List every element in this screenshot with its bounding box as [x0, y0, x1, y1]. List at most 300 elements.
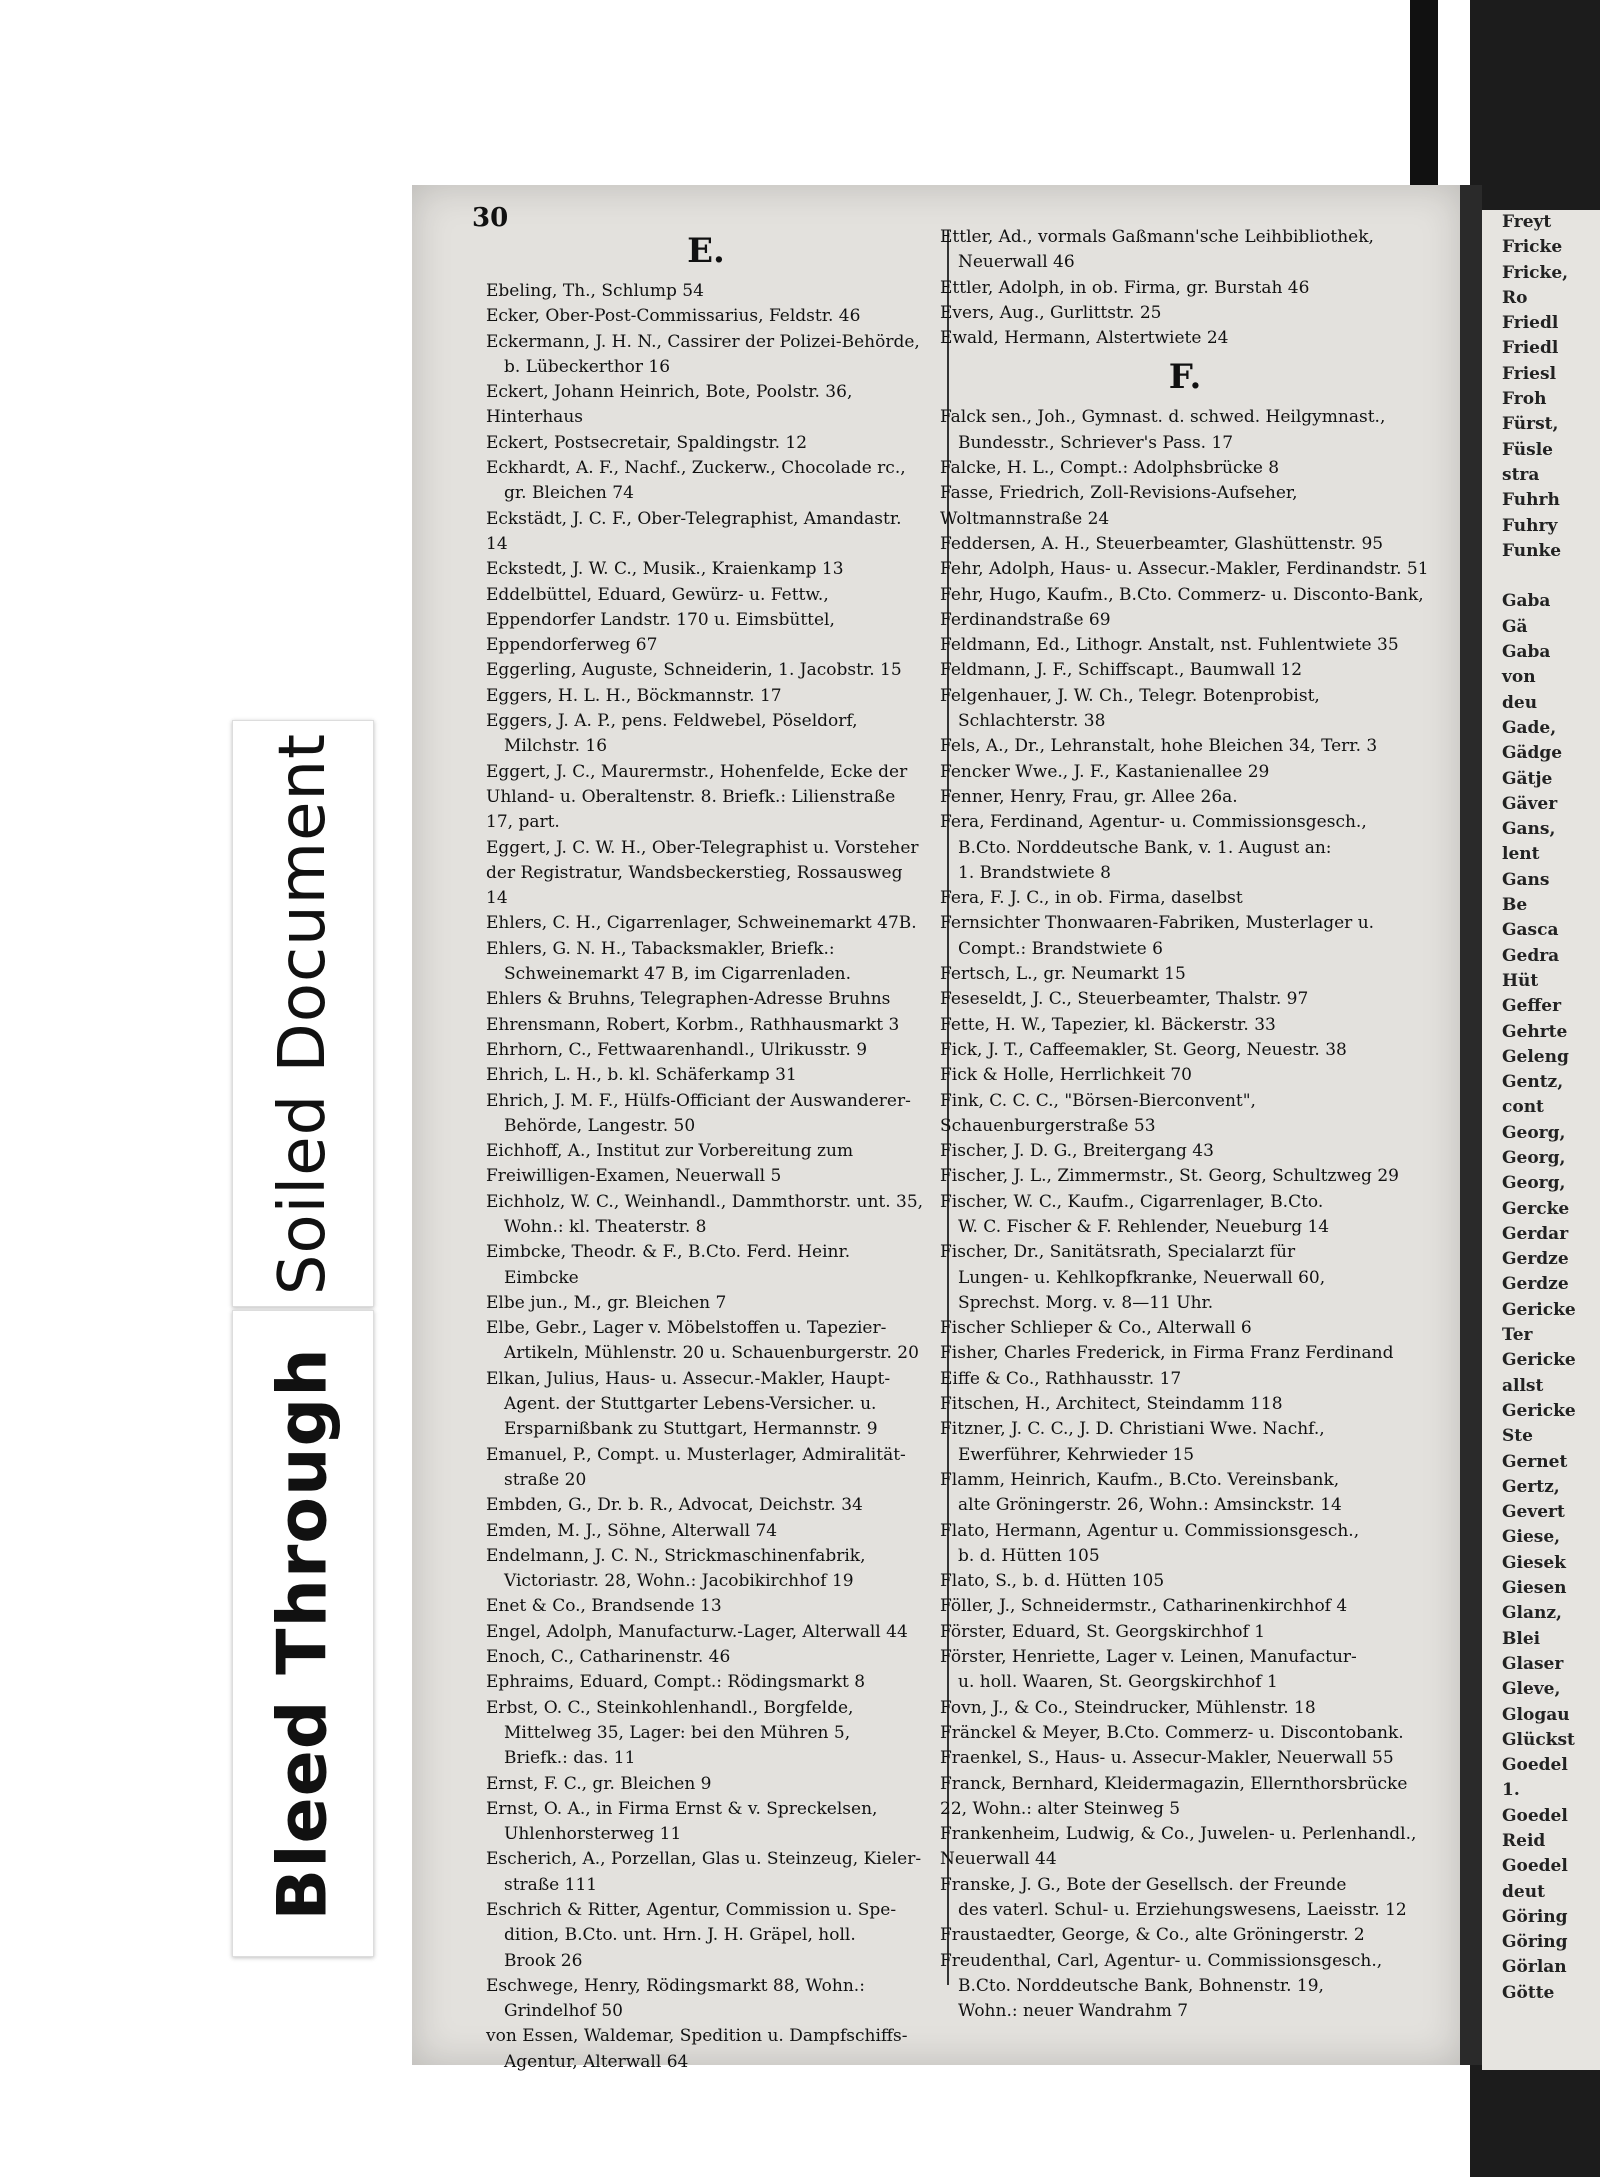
directory-entry — [486, 1367, 926, 1443]
left-column — [486, 225, 926, 2075]
entry-continuation: Ewerführer, Kehrwieder 15 — [958, 1444, 1195, 1465]
directory-entry — [940, 1772, 1430, 1823]
directory-entry — [486, 1898, 926, 1974]
next-page-line: Blei — [1502, 1628, 1541, 1649]
next-page-fragment — [1482, 210, 1600, 2070]
next-page-line: Be — [1502, 895, 1528, 916]
directory-entry — [940, 1746, 1430, 1771]
entry-continuation: Sprechst. Morg. v. 8—11 Uhr. — [958, 1292, 1214, 1313]
entry-continuation: 1. Brandstwiete 8 — [958, 862, 1111, 883]
next-page-line: Fürst, — [1502, 414, 1559, 435]
entry-continuation: B.Cto. Norddeutsche Bank, Bohnenstr. 19, — [958, 1975, 1324, 1996]
next-page-line: Gerdar — [1502, 1223, 1569, 1244]
section-heading-f: F. — [1168, 357, 1202, 398]
next-page-line: Gaba — [1502, 642, 1551, 663]
entry-line: Ebeling, Th., Schlump 54 — [486, 281, 704, 301]
entry-continuation: Brook 26 — [504, 1950, 583, 1971]
directory-entry — [940, 911, 1430, 962]
entry-line: Ewald, Hermann, Alstertwiete 24 — [940, 328, 1229, 349]
soiled-document-text: Soiled Document — [266, 732, 340, 1295]
entry-continuation: Mittelweg 35, Lager: bei den Mühren 5, — [504, 1722, 851, 1743]
directory-entry — [486, 557, 926, 582]
entry-continuation: Neuerwall 46 — [958, 252, 1075, 273]
next-page-line: Glanz, — [1502, 1603, 1562, 1624]
directory-page — [412, 185, 1462, 2072]
directory-entry — [486, 1063, 926, 1088]
directory-entry — [940, 481, 1430, 532]
directory-entry — [486, 1974, 926, 2025]
entry-line: Franck, Bernhard, Kleidermagazin, Ellernthorsbrücke 22, Wohn.: alter Steinweg 5 — [940, 1773, 1408, 1819]
next-page-line: Gäver — [1502, 793, 1558, 814]
entry-line: Fehr, Hugo, Kaufm., B.Cto. Commerz- u. Disconto-Bank, Ferdinandstraße 69 — [940, 584, 1424, 630]
entry-continuation: Bundesstr., Schriever's Pass. 17 — [958, 432, 1234, 453]
next-page-line: Ro — [1502, 287, 1528, 308]
entry-line: Förster, Henriette, Lager v. Leinen, Manufactur- — [940, 1647, 1357, 1668]
entry-line: Eckermann, J. H. N., Cassirer der Polizei-Behörde, — [486, 331, 920, 352]
next-page-line: Gätje — [1502, 768, 1553, 789]
directory-entry — [486, 1620, 926, 1645]
next-page-line: deu — [1502, 692, 1538, 713]
next-page-line: Giesen — [1502, 1578, 1567, 1599]
directory-entry — [486, 836, 926, 912]
next-page-line: stra — [1502, 464, 1540, 485]
directory-entry — [940, 276, 1430, 301]
entry-line: Emden, M. J., Söhne, Alterwall 74 — [486, 1520, 778, 1541]
next-page-line: Gä — [1502, 616, 1528, 637]
next-page-line: Gercke — [1502, 1198, 1570, 1219]
entry-line: Fertsch, L., gr. Neumarkt 15 — [940, 964, 1186, 985]
right-entries-e — [940, 225, 1430, 351]
entry-line: Fick, J. T., Caffeemakler, St. Georg, Neuestr. 38 — [940, 1039, 1347, 1060]
soiled-document-label — [232, 720, 374, 1307]
entry-continuation: Briefk.: das. 11 — [504, 1748, 636, 1769]
next-page-line: Gans, — [1502, 819, 1556, 840]
entry-continuation: Eimbcke — [504, 1267, 579, 1288]
entry-line: Ettler, Adolph, in ob. Firma, gr. Burstah 46 — [940, 277, 1310, 298]
entry-continuation: Schlachterstr. 38 — [958, 711, 1106, 732]
next-page-line: cont — [1502, 1097, 1544, 1118]
entry-line: Fasse, Friedrich, Zoll-Revisions-Aufseher, Woltmannstraße 24 — [940, 483, 1298, 529]
directory-entry — [940, 557, 1430, 582]
next-page-line: Goedel — [1502, 1805, 1568, 1826]
next-page-line: Hüt — [1502, 970, 1539, 991]
section-heading-e: E. — [687, 231, 725, 271]
next-page-line: Götte — [1502, 1982, 1555, 2003]
next-page-line: Friesl — [1502, 363, 1557, 384]
entry-continuation: dition, B.Cto. unt. Hrn. J. H. Gräpel, holl. — [504, 1925, 856, 1946]
directory-entry — [486, 709, 926, 760]
entry-line: Eckstädt, J. C. F., Ober-Telegraphist, Amandastr. 14 — [486, 508, 902, 554]
directory-entry — [940, 1190, 1430, 1241]
next-page-line: Gertz, — [1502, 1476, 1560, 1497]
directory-entry — [486, 911, 926, 936]
entry-line: Feseseldt, J. C., Steuerbeamter, Thalstr. 97 — [940, 989, 1309, 1010]
entry-line: Elkan, Julius, Haus- u. Assecur.-Makler, Haupt- — [486, 1368, 891, 1389]
entry-line: Ecker, Ober-Post-Commissarius, Feldstr. 46 — [486, 306, 861, 327]
entry-line: Eimbcke, Theodr. & F., B.Cto. Ferd. Heinr. — [486, 1242, 851, 1263]
directory-entry — [940, 1063, 1430, 1088]
entry-continuation: straße 20 — [504, 1469, 587, 1490]
entry-line: Fink, C. C. C., "Börsen-Bierconvent", Schauenburgerstraße 53 — [940, 1090, 1256, 1136]
directory-entry — [940, 1569, 1430, 1594]
directory-entry — [940, 1417, 1430, 1468]
entry-line: Endelmann, J. C. N., Strickmaschinenfabrik, — [486, 1545, 866, 1566]
directory-entry — [940, 326, 1430, 351]
right-entries-f — [940, 405, 1430, 2024]
directory-entry — [486, 987, 926, 1012]
next-page-line: Gevert — [1502, 1502, 1565, 1523]
right-column — [940, 225, 1430, 2024]
entry-continuation: b. d. Hütten 105 — [958, 1545, 1100, 1566]
next-page-line: Freyt — [1502, 212, 1552, 232]
entry-line: Fischer, J. L., Zimmermstr., St. Georg, Schultzweg 29 — [940, 1166, 1399, 1187]
entry-line: Falck sen., Joh., Gymnast. d. schwed. Heilgymnast., — [940, 407, 1386, 428]
next-page-line: Geleng — [1502, 1046, 1569, 1067]
entry-line: Fehr, Adolph, Haus- u. Assecur.-Makler, Ferdinandstr. 51 — [940, 559, 1429, 580]
entry-line: Emanuel, P., Compt. u. Musterlager, Admiralität- — [486, 1444, 906, 1465]
entry-line: Fischer Schlieper & Co., Alterwall 6 — [940, 1318, 1252, 1339]
directory-entry — [940, 1949, 1430, 2025]
entry-line: Fette, H. W., Tapezier, kl. Bäckerstr. 33 — [940, 1014, 1276, 1035]
directory-entry — [486, 760, 926, 836]
next-page-line: Fricke — [1502, 237, 1563, 258]
next-page-line: Giesek — [1502, 1552, 1566, 1573]
entry-continuation: alte Gröningerstr. 26, Wohn.: Amsinckstr. 14 — [958, 1495, 1342, 1516]
directory-entry — [486, 583, 926, 659]
page-edge — [1460, 185, 1482, 2065]
directory-entry — [486, 279, 926, 304]
entry-continuation: des vaterl. Schul- u. Erziehungswesens, Laeisstr. 12 — [958, 1900, 1407, 1920]
next-page-line: Göring — [1502, 1932, 1568, 1953]
next-page-line: Gericke — [1502, 1350, 1576, 1371]
entry-line: Felgenhauer, J. W. Ch., Telegr. Botenprobist, — [940, 685, 1320, 706]
next-page-line — [1482, 564, 1600, 589]
next-page-line: Gade, — [1502, 717, 1557, 738]
entry-line: Fovn, J., & Co., Steindrucker, Mühlenstr. 18 — [940, 1697, 1316, 1718]
directory-entry — [486, 380, 926, 431]
next-page-line: von — [1502, 667, 1536, 688]
directory-entry — [940, 962, 1430, 987]
directory-entry — [940, 760, 1430, 785]
next-page-line: Glückst — [1502, 1729, 1575, 1750]
next-page-line: Gans — [1502, 869, 1550, 890]
directory-entry — [940, 1240, 1430, 1316]
next-page-line: Georg, — [1502, 1122, 1566, 1143]
entry-continuation: Wohn.: kl. Theaterstr. 8 — [504, 1216, 707, 1237]
next-page-line: Gaba — [1502, 591, 1551, 612]
directory-entry — [940, 1645, 1430, 1696]
directory-entry — [940, 1822, 1430, 1873]
entry-line: Fencker Wwe., J. F., Kastanienallee 29 — [940, 761, 1270, 782]
entry-continuation: Lungen- u. Kehlkopfkranke, Neuerwall 60, — [958, 1267, 1326, 1288]
directory-entry — [940, 734, 1430, 759]
entry-line: Fraenkel, S., Haus- u. Assecur-Makler, Neuerwall 55 — [940, 1748, 1394, 1769]
entry-line: Fitschen, H., Architect, Steindamm 118 — [940, 1394, 1283, 1415]
next-page-line: Froh — [1502, 389, 1547, 410]
next-page-line: Georg, — [1502, 1173, 1566, 1194]
next-page-line: Fricke, — [1502, 262, 1569, 283]
directory-entry — [486, 1139, 926, 1190]
binding-stripe — [1410, 0, 1438, 185]
directory-entry — [940, 301, 1430, 326]
directory-entry — [940, 405, 1430, 456]
directory-entry — [486, 1493, 926, 1518]
entry-line: Eddelbüttel, Eduard, Gewürz- u. Fettw., Eppendorfer Landstr. 170 u. Eimsbüttel, Eppendorferweg 67 — [486, 584, 835, 656]
next-page-line: Goedel — [1502, 1856, 1568, 1877]
entry-continuation: straße 111 — [504, 1874, 598, 1895]
directory-entry — [486, 431, 926, 456]
entry-line: Ephraims, Eduard, Compt.: Rödingsmarkt 8 — [486, 1672, 866, 1693]
directory-entry — [940, 1392, 1430, 1417]
next-page-line: Görlan — [1502, 1957, 1567, 1978]
entry-line: Fera, Ferdinand, Agentur- u. Commissionsgesch., — [940, 812, 1367, 833]
entry-continuation: Uhlenhorsterweg 11 — [504, 1824, 682, 1845]
entry-line: Eichholz, W. C., Weinhandl., Dammthorstr. unt. 35, — [486, 1191, 924, 1212]
entry-line: von Essen, Waldemar, Spedition u. Dampfschiffs- — [486, 2026, 908, 2047]
entry-continuation: Artikeln, Mühlenstr. 20 u. Schauenburgerstr. 20 — [504, 1343, 919, 1364]
entry-line: Fischer, Dr., Sanitätsrath, Specialarzt für — [940, 1242, 1296, 1263]
entry-line: Ehlers & Bruhns, Telegraphen-Adresse Bruhns — [486, 989, 891, 1010]
next-page-line: Goedel — [1502, 1755, 1568, 1776]
next-page-line: Giese, — [1502, 1527, 1561, 1548]
entry-line: Ernst, F. C., gr. Bleichen 9 — [486, 1773, 712, 1794]
directory-entry — [486, 330, 926, 381]
entry-line: Eschrich & Ritter, Agentur, Commission u. Spe- — [486, 1900, 897, 1920]
next-page-line: Gehrte — [1502, 1021, 1568, 1042]
directory-entry — [486, 1670, 926, 1695]
entry-continuation: Milchstr. 16 — [504, 736, 608, 757]
directory-entry — [486, 1772, 926, 1797]
next-page-line: Gernet — [1502, 1451, 1568, 1472]
directory-entry — [486, 1316, 926, 1367]
next-page-line: Gerdze — [1502, 1274, 1569, 1295]
directory-entry — [940, 1316, 1430, 1341]
entry-line: Ernst, O. A., in Firma Ernst & v. Spreckelsen, — [486, 1798, 878, 1819]
entry-line: Feddersen, A. H., Steuerbeamter, Glashüttenstr. 95 — [940, 533, 1384, 554]
entry-line: Falcke, H. L., Compt.: Adolphsbrücke 8 — [940, 458, 1280, 479]
directory-entry — [940, 532, 1430, 557]
directory-entry — [486, 1089, 926, 1140]
directory-entry — [940, 1164, 1430, 1189]
next-page-line: Geffer — [1502, 996, 1562, 1017]
entry-line: Flato, S., b. d. Hütten 105 — [940, 1571, 1165, 1592]
directory-entry — [486, 1291, 926, 1316]
entry-line: Fischer, W. C., Kaufm., Cigarrenlager, B.Cto. — [940, 1191, 1324, 1212]
entry-line: Föller, J., Schneidermstr., Catharinenkirchhof 4 — [940, 1596, 1348, 1617]
directory-entry — [940, 810, 1430, 886]
entry-continuation: b. Lübeckerthor 16 — [504, 356, 671, 377]
directory-entry — [486, 1519, 926, 1544]
entry-line: Förster, Eduard, St. Georgskirchhof 1 — [940, 1621, 1266, 1642]
entry-line: Eggers, H. L. H., Böckmannstr. 17 — [486, 685, 782, 706]
entry-line: Eichhoff, A., Institut zur Vorbereitung zum Freiwilligen-Examen, Neuerwall 5 — [486, 1141, 854, 1187]
entry-continuation: Victoriastr. 28, Wohn.: Jacobikirchhof 19 — [504, 1571, 854, 1592]
next-page-line: 1. — [1502, 1780, 1520, 1801]
directory-entry — [486, 658, 926, 683]
directory-entry — [940, 1468, 1430, 1519]
next-page-line: Fuhry — [1502, 515, 1558, 536]
entry-line: Eckstedt, J. W. C., Musik., Kraienkamp 13 — [486, 559, 844, 580]
directory-entry — [940, 1139, 1430, 1164]
entry-line: Fraustaedter, George, & Co., alte Gröningerstr. 2 — [940, 1925, 1365, 1946]
directory-entry — [486, 2024, 926, 2075]
directory-entry — [940, 633, 1430, 658]
entry-line: Ettler, Ad., vormals Gaßmann'sche Leihbibliothek, — [940, 227, 1374, 247]
directory-entry — [486, 1797, 926, 1848]
entry-line: Fick & Holle, Herrlichkeit 70 — [940, 1065, 1192, 1086]
entry-line: Erbst, O. C., Steinkohlenhandl., Borgfelde, — [486, 1697, 854, 1718]
directory-entry — [486, 456, 926, 507]
directory-entry — [486, 937, 926, 988]
directory-entry — [486, 1013, 926, 1038]
next-page-line: Ter — [1502, 1325, 1533, 1346]
entry-line: Eckhardt, A. F., Nachf., Zuckerw., Chocolade rc., — [486, 458, 906, 479]
directory-entry — [940, 1721, 1430, 1746]
directory-entry — [940, 1696, 1430, 1721]
directory-entry — [940, 1341, 1430, 1392]
next-page-line: Reid — [1502, 1831, 1546, 1851]
directory-entry — [940, 1013, 1430, 1038]
entry-line: Eggert, J. C. W. H., Ober-Telegraphist u. Vorsteher der Registratur, Wandsbeckerstieg, Rossausweg 14 — [486, 837, 919, 909]
directory-entry — [940, 1594, 1430, 1619]
next-page-line: allst — [1502, 1375, 1544, 1396]
next-page-line: Friedl — [1502, 338, 1559, 359]
directory-entry — [940, 583, 1430, 634]
directory-entry — [486, 1544, 926, 1595]
entry-line: Feldmann, J. F., Schiffscapt., Baumwall 12 — [940, 660, 1303, 681]
entry-line: Fernsichter Thonwaaren-Fabriken, Musterlager u. — [940, 913, 1375, 934]
directory-entry — [486, 1038, 926, 1063]
next-page-line: lent — [1502, 844, 1540, 865]
next-page-line: Gedra — [1502, 945, 1560, 966]
entry-continuation: W. C. Fischer & F. Rehlender, Neueburg 14 — [958, 1216, 1330, 1237]
directory-entry — [940, 456, 1430, 481]
next-page-line: Gleve, — [1502, 1679, 1561, 1700]
next-page-line: Glaser — [1502, 1653, 1564, 1674]
entry-line: Elbe, Gebr., Lager v. Möbelstoffen u. Tapezier- — [486, 1318, 887, 1339]
directory-entry — [940, 886, 1430, 911]
directory-entry — [486, 1240, 926, 1291]
entry-line: Franske, J. G., Bote der Gesellsch. der Freunde — [940, 1874, 1347, 1895]
entry-line: Ehrensmann, Robert, Korbm., Rathhausmarkt 3 — [486, 1014, 900, 1035]
entry-line: Eckert, Johann Heinrich, Bote, Poolstr. 36, Hinterhaus — [486, 382, 853, 428]
entry-line: Eschwege, Henry, Rödingsmarkt 88, Wohn.: — [486, 1975, 865, 1996]
entry-line: Enet & Co., Brandsende 13 — [486, 1596, 722, 1617]
next-page-line: Gericke — [1502, 1400, 1576, 1421]
entry-line: Fels, A., Dr., Lehranstalt, hohe Bleichen 34, Terr. 3 — [940, 736, 1378, 757]
entry-line: Ehrich, J. M. F., Hülfs-Officiant der Auswanderer- — [486, 1090, 911, 1111]
entry-line: Flamm, Heinrich, Kaufm., B.Cto. Vereinsbank, — [940, 1469, 1340, 1490]
directory-entry — [486, 507, 926, 558]
directory-entry — [486, 304, 926, 329]
next-page-line: Gericke — [1502, 1299, 1576, 1320]
entry-line: Flato, Hermann, Agentur u. Commissionsgesch., — [940, 1520, 1360, 1541]
entry-line: Fischer, J. D. G., Breitergang 43 — [940, 1141, 1214, 1162]
entry-line: Enoch, C., Catharinenstr. 46 — [486, 1647, 731, 1668]
next-page-line: Gädge — [1502, 743, 1563, 764]
entry-line: Engel, Adolph, Manufacturw.-Lager, Alterwall 44 — [486, 1621, 908, 1642]
entry-continuation: Compt.: Brandstwiete 6 — [958, 938, 1163, 959]
entry-line: Embden, G., Dr. b. R., Advocat, Deichstr. 34 — [486, 1495, 863, 1516]
next-page-line: Friedl — [1502, 313, 1559, 334]
next-page-line: deut — [1502, 1881, 1545, 1902]
entry-line: Eggert, J. C., Maurermstr., Hohenfelde, Ecke der Uhland- u. Oberaltenstr. 8. Briefk.: Lilienstraße 17, part. — [486, 761, 908, 833]
entry-line: Fränckel & Meyer, B.Cto. Commerz- u. Discontobank. — [940, 1722, 1404, 1743]
directory-entry — [940, 684, 1430, 735]
entry-line: Ehlers, G. N. H., Tabacksmakler, Briefk.: — [486, 938, 835, 959]
entry-continuation: gr. Bleichen 74 — [504, 483, 634, 504]
entry-line: Evers, Aug., Gurlittstr. 25 — [940, 302, 1162, 323]
entry-line: Ehlers, C. H., Cigarrenlager, Schweinemarkt 47B. — [486, 913, 917, 934]
next-page-line: Gerdze — [1502, 1249, 1569, 1270]
left-entries — [486, 279, 926, 2075]
entry-continuation: Schweinemarkt 47 B, im Cigarrenladen. — [504, 964, 851, 985]
directory-entry — [940, 1519, 1430, 1570]
directory-entry — [940, 658, 1430, 683]
entry-continuation: u. holl. Waaren, St. Georgskirchhof 1 — [958, 1672, 1278, 1693]
next-page-line: Georg, — [1502, 1147, 1566, 1168]
directory-entry — [486, 1190, 926, 1241]
directory-entry — [940, 1620, 1430, 1645]
entry-line: Elbe jun., M., gr. Bleichen 7 — [486, 1292, 727, 1313]
entry-line: Escherich, A., Porzellan, Glas u. Steinzeug, Kieler- — [486, 1849, 922, 1870]
directory-entry — [486, 1645, 926, 1670]
entry-continuation: B.Cto. Norddeutsche Bank, v. 1. August an: — [958, 837, 1332, 858]
directory-entry — [940, 1923, 1430, 1948]
entry-continuation: Agentur, Alterwall 64 — [504, 2051, 689, 2072]
directory-entry — [486, 1696, 926, 1772]
entry-line: Ehrhorn, C., Fettwaarenhandl., Ulrikusstr. 9 — [486, 1039, 868, 1060]
next-page-line: Ste — [1502, 1426, 1533, 1447]
directory-entry — [940, 785, 1430, 810]
next-page-line: Glogau — [1502, 1704, 1570, 1725]
directory-entry — [940, 1873, 1430, 1924]
directory-entry — [486, 684, 926, 709]
entry-continuation: Agent. der Stuttgarter Lebens-Versicher. u. Ersparnißbank zu Stuttgart, Hermannstr. 9 — [504, 1394, 878, 1440]
entry-continuation: Grindelhof 50 — [504, 2001, 623, 2022]
next-page-line: Göring — [1502, 1906, 1568, 1927]
next-page-line: Funke — [1502, 540, 1562, 561]
entry-line: Fitzner, J. C. C., J. D. Christiani Wwe. Nachf., — [940, 1419, 1325, 1440]
bleed-through-text: Bleed Through — [263, 1346, 343, 1921]
directory-entry — [940, 225, 1430, 276]
next-page-line: Gasca — [1502, 920, 1559, 941]
entry-line: Frankenheim, Ludwig, & Co., Juwelen- u. Perlenhandl., Neuerwall 44 — [940, 1824, 1417, 1870]
entry-line: Freudenthal, Carl, Agentur- u. Commissionsgesch., — [940, 1950, 1383, 1971]
entry-line: Fisher, Charles Frederick, in Firma Franz Ferdinand Eiffe & Co., Rathhausstr. 17 — [940, 1343, 1394, 1389]
directory-entry — [486, 1847, 926, 1898]
directory-entry — [486, 1594, 926, 1619]
entry-line: Eggers, J. A. P., pens. Feldwebel, Pöseldorf, — [486, 711, 858, 732]
next-page-line: Füsle — [1502, 439, 1553, 460]
entry-continuation: Behörde, Langestr. 50 — [504, 1115, 696, 1136]
entry-line: Fera, F. J. C., in ob. Firma, daselbst — [940, 888, 1243, 909]
entry-continuation: Wohn.: neuer Wandrahm 7 — [958, 2001, 1189, 2022]
entry-line: Ehrich, L. H., b. kl. Schäferkamp 31 — [486, 1065, 797, 1086]
entry-line: Eckert, Postsecretair, Spaldingstr. 12 — [486, 432, 808, 453]
bleed-through-label — [232, 1310, 374, 1957]
next-page-line: Fuhrh — [1502, 490, 1560, 511]
entry-line: Fenner, Henry, Frau, gr. Allee 26a. — [940, 786, 1238, 807]
page-number: 30 — [472, 203, 509, 233]
directory-entry — [940, 1038, 1430, 1063]
next-page-line: Gentz, — [1502, 1072, 1564, 1093]
entry-line: Feldmann, Ed., Lithogr. Anstalt, nst. Fuhlentwiete 35 — [940, 635, 1399, 656]
directory-entry — [940, 987, 1430, 1012]
directory-entry — [486, 1443, 926, 1494]
entry-line: Eggerling, Auguste, Schneiderin, 1. Jacobstr. 15 — [486, 660, 902, 681]
directory-entry — [940, 1089, 1430, 1140]
